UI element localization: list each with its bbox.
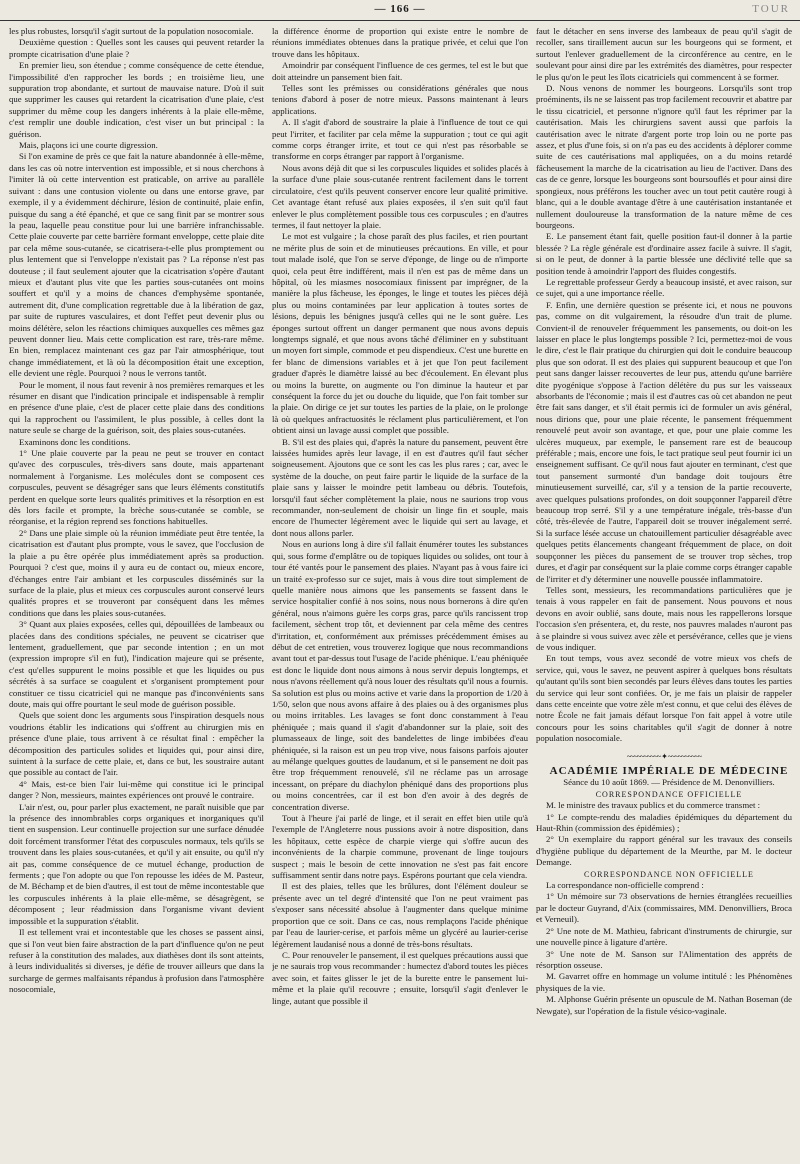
nonofficial-correspondence [536,880,792,1017]
paragraph: 2° Une note de M. Mathieu, fabricant d'instruments de chirurgie, sur une nouvelle pince à ligature d'artère. [536,925,792,948]
paragraph: Tout à l'heure j'ai parlé de linge, et il serait en effet bien utile qu'à l'exemple de l'Angleterre nous pussions avoir à notre disposition, dans les hôpitaux, cette espèce de charpie vierge qui s'offre aucun des inconvénients de la charpie commune, provenant de linge toujours suspect ; mais le besoin de cette innovation ne s'est pas fait encore suffisamment sentir dans notre pays. Espérons pourtant que cela viendra. [272,813,528,881]
paragraph: les plus robustes, lorsqu'il s'agit surtout de la population nosocomiale. [9,26,254,36]
paragraph: Le regrettable professeur Gerdy a beaucoup insisté, et avec raison, sur ce sujet, qui a une importance réelle. [536,276,792,299]
paragraph: Si l'on examine de près ce que fait la nature abandonnée à elle-même, dans les cas où notre intervention est impossible, et si nous cherchons à l'imiter là où cette intervention est praticable, on arrive au parallèle suivant : dans une contusion violente ou dans une entorse grave, par exemple, il y a évidemment déchirure, lésion de continuité, plaie enfin, puisque du sang a été épanché, et que ce sang finit par se montrer sous la peau, laquelle peau constitue pour lui une barrière infranchissable. Cette plaie couverte par cette barrière formant enveloppe, cette plaie dite par cela même sous-cutanée, se cicatrisera-t-elle plus promptement ou plus lentement que si l'enveloppe n'existait pas ? La réponse n'est pas douteuse ; il faut seulement ajouter que la cicatrisation s'opère d'autant mieux et d'autant plus vite que les parties sous-cutanées ont moins souffert et qu'il y a moins de chances d'emphysème spontanée, autrement dit, d'une complication regrettable due à la libération de gaz, par suite de ruptures vasculaires, et dont l'effet peut devenir plus ou moins délétère, selon les réactions chimiques auxquelles ces mêmes gaz peuvent donner lieu. Mais cette complication est rare, très-rare même. En bien, remplacez maintenant ces gaz par l'air atmosphérique, tout change immédiatement, et là où la décomposition était une exception, elle devient une règle. Pourquoi ? nous le verrons tantôt. [9,151,264,379]
paragraph: Amoindrir par conséquent l'influence de ces germes, tel est le but que doit atteindre un pansement bien fait. [272,60,528,82]
ornamental-divider: ~~~~~~~~~~ ✦ ~~~~~~~~~~ [626,751,702,761]
paragraph: D. Nous venons de nommer les bourgeons. Lorsqu'ils sont trop proéminents, ils ne se laissent pas trop facilement recouvrir et abattre par le tissu cicatriciel, et personne n'ignore qu'il faut les réprimer par la cautérisation. Mais les chirurgiens savent aussi que parfois la cautérisation avec le nitrate d'argent porte trop loin ou ne porte pas assez, et plus d'une fois, si on n'a pas eu des accidents à déplorer comme suite de ces cautérisations mal appliquées, on a du moins retardé fâcheusement la marche de la cicatrisation au lieu de l'activer. Dans des cas de ce genre, lorsque les bourgeons sont boursouflés et pour ainsi dire spongieux, nous préférons les toucher avec un tout petit cautère rougi à blanc, qui a le double avantage d'être à une cautérisation instantanée et nullement douloureuse la transformation de la nature même de ces bourgeons. [536,83,792,230]
official-correspondence-heading: CORRESPONDANCE OFFICIELLE [595,789,743,799]
paragraph: 1° Un mémoire sur 73 observations de hernies étranglées recueillies par le docteur Guyrand, d'Aix (commissaires, MM. Denonvilliers, Broca et Verneuil). [536,891,792,925]
paragraph: 4° Mais, est-ce bien l'air lui-même qui constitue ici le principal danger ? Non, messieurs, maintes expériences ont prouvé le contraire. [9,778,264,801]
column-right [536,26,792,1156]
academy-title: ACADÉMIE IMPÉRIALE DE MÉDECINE [549,765,789,777]
paragraph: C. Pour renouveler le pansement, il est quelques précautions aussi que je ne saurais trop vous recommander : humectez d'abord toutes les pièces avec soin, et faites glisser le jet de la burette entre le pansement lui-même et la plaie qu'il recouvre ; ensuite, lorsqu'il s'agit d'enlever le linge, autant que possible il [272,949,528,1006]
paragraph: Le mot est vulgaire ; la chose paraît des plus faciles, et rien pourtant ne mérite plus de soin et de minutieuses précautions. En ville, et pour tout malade isolé, que l'on se serve d'éponge, de linge ou de n'importe quoi, cela peut être indifférent, mais il n'en est pas de même dans un hôpital, où les miasmes nosocomiaux finissent par imprégner, de la manière la plus fâcheuse, les éponges, le linge et toutes les pièces déjà plus ou moins contaminées par leur application à toutes sortes de lésions, depuis les bénignes jusqu'à celles qui ne le sont guère. Les éponges surtout offrent un danger permanent que nous avons depuis longtemps signalé, et que nous avons tâché d'éliminer en y substituant un moyen fort simple, commode et peu dispendieux. C'est une burette en fer blanc de dimensions variables et à jet que l'on peut facilement graduer d'après le diamètre laissé au bec d'écoulement. En élevant plus ou moins la burette, on augmente ou l'on diminue la hauteur et par conséquent la force du jet ou douche du liquide, que l'on fait tomber sur la plaie. On dirige ce jet sur toutes les parties de la plaie, on le prolonge là où quelques anfractuosités le réclament plus particulièrement, et l'on obtient ainsi un lavage aussi complet que possible. [272,231,528,436]
paragraph: L'air n'est, ou, pour parler plus exactement, ne paraît nuisible que par la présence des innombrables corps organiques et inorganiques qu'il tient en suspension. Leur continuelle projection sur une surface dénudée doit forcément transformer l'état des corpuscules normaux, tels qu'ils se trouvent dans les plaies sous-cutanées, et qu'il y ait ensuite, ou qu'il n'y ait pas, comme conséquence de ce mutuel échange, production de ferments ; que l'on adopte ou que l'on repousse les idées de M. Pasteur, de M. Béchamp et de bien d'autres, il est tout de même incontestable que les corpuscules inhérents à la plaie elle-même, se désagrègent, se décomposent ; leur réadmission dans l'organisme vivant devient impossible et la suppuration s'établit. [9,801,264,926]
academy-session: Séance du 10 août 1869. — Présidence de M. Denonvilliers. [563,777,775,788]
academy-section [536,751,792,1017]
paragraph: Examinons donc les conditions. [19,436,131,447]
paragraph: Il est tellement vrai et incontestable que les choses se passent ainsi, que si l'on veut bien faire abstraction de la part d'influence qu'on ne peut refuser à la constitution des malades, aux diathèses dont ils sont atteints, à leurs individualités si diverses, je défie de trouver ailleurs que dans la surcharge de germes malfaisants répandus à profusion dans l'atmosphère nosocomiale, [9,927,264,995]
paragraph: 2° Dans une plaie simple où la réunion immédiate peut être tentée, la cicatrisation est d'autant plus prompte, vous le savez, que l'occlusion de la plaie a pu être opérée plus immédiatement après sa production. Pourquoi ? c'est que, moins il y aura eu de contact ou, mieux encore, d'échanges entre l'air ambiant et les corpuscules disséminés sur la surface de la plaie, plus et mieux ces corpuscules auront conservé leurs qualités propres et se trouveront par conséquent dans les mêmes conditions que dans les plaies sous-cutanées. [9,527,264,618]
paragraph: Nous avons déjà dit que si les corpuscules liquides et solides placés à la surface d'une plaie sous-cutanée rentrent facilement dans le torrent circulatoire, c'est qu'ils peuvent conserver encore leur qualité primitive. Cet avantage étant refusé aux plaies exposées, il s'en suit qu'il faut enlever le plus complètement possible tous ces corpuscules ; en d'autres termes, il faut nettoyer la plaie. [272,162,528,230]
paragraph: M. Alphonse Guérin présente un opuscule de M. Nathan Boseman (de Newgate), sur l'opération de la fistule vésico-vaginale. [536,994,792,1016]
column-right-body [536,26,792,745]
paragraph: Mais, plaçons ici une courte digression. [19,140,158,151]
paragraph: M. Gavarret offre en hommage un volume intitulé : les Phénomènes physiques de la vie. [536,971,792,993]
paragraph: Telles sont les prémisses ou considérations générales que nous tenions d'abord à poser de notre mieux. Passons maintenant à leurs applications. [272,83,528,116]
paragraph: Quels que soient donc les arguments sous l'inspiration desquels nous voudrions établir les indications qui s'offrent au chirurgien mis en présence d'une plaie, tous arrivent à ce résultat final : empêcher la décomposition des particules solides et liquides qui, pour ainsi dire, suintent à la surface de cette plaie, et, dans ce but, les soustraire autant que possible au contact de l'air. [9,710,264,778]
paragraph: 3° Une note de M. Sanson sur l'Alimentation des appréts de résorption osseuse. [536,948,792,970]
running-head: TOUR [752,3,790,15]
official-correspondence [536,800,792,868]
page-header [0,0,800,21]
paragraph: A. Il s'agit d'abord de soustraire la plaie à l'influence de tout ce qui peut l'irriter, et faciliter par cela même la suppuration ; tout ce qui agit comme corps étranger irrite, et tout ce qui n'est pas résorbable se transforme en corps étranger par rapport à l'organisme. [272,117,528,162]
paragraph: 1° Le compte-rendu des maladies épidémiques du département du Haut-Rhin (commission des épidémies) ; [536,811,792,834]
paragraph: En premier lieu, son étendue ; comme conséquence de cette étendue, l'impossibilité d'en rapprocher les bords ; en troisième lieu, une suppuration trop abondante, et surtout de mauvaise nature. D'où il suit que supprimer les causes qui retardent la cicatrisation d'une plaie, c'est supprimer du même coup les dangers inhérents à la plaie elle-même, c'est remplir une double indication, c'est viser un but principal : la guérison. [9,60,264,139]
paragraph: F. Enfin, une dernière question se présente ici, et nous ne pouvons pas, comme on dit vulgairement, la résoudre d'un trait de plume. Convient-il de renouveler fréquemment les pansements, ou doit-on les laisser en place le plus longtemps possible ? Ici, permettez-moi de vous le dire, c'est le flair pratique du chirurgien qui doit le conduire beaucoup plus que son odorat. Il est des plaies qui suppurent beaucoup et que l'on peut sans danger laisser recouvertes de leur pus, attendu qu'une barrière dite pyogénique s'oppose à l'action délétère du pus sur les vaisseaux absorbants de l'économie ; mais il est d'autres cas où cet abandon ne peut être fait sans danger, et s'il était permis ici de formuler un avis général, nous dirions que, pour une plaie récente, le pansement fréquemment renouvelé peut avoir son avantage, et que, pour une plaie comme les ulcères muqueux, par exemple, le pansement rare est de beaucoup préférable ; mais, encore une fois, le tact pratique seul peut fournir ici un enseignement suffisant. Ce qu'il nous faut ajouter en terminant, c'est que tout pansement surmonté d'un bandage doit toujours être minutieusement surveillé, car, s'il y a tension de la partie recouverte, avec quelques pulsations profondes, on doit soupçonner l'appareil d'être beaucoup trop serré. S'il y a une température inégale, très-basse d'un côté, très-élevée de l'autre, l'appareil doit se trouver inégalement serré. Si la surface lésée accuse un chatouillement particulier désagréable avec quelques petits élancements changeant fréquemment de place, on doit soupçonner les pièces du pansement de se trouver trop sèches, trop dures, et d'agir par conséquent sur la plaie comme corps étranger capable de l'irriter et d'y déterminer une nouvelle poussée inflammatoire. [536,299,792,584]
paragraph: la différence énorme de proportion qui existe entre le nombre de réunions immédiates obtenues dans la pratique privée, et celui que l'on trouve dans les hôpitaux. [272,26,528,59]
paragraph: En tout temps, vous avez secondé de votre mieux vos chefs de service, qui, vous le savez, ne peuvent aspirer à quelques bons résultats qu'autant qu'ils sont bien secondés par leurs élèves dans toutes les parties du service qui leur sont confiées. Or, je me fais un plaisir de rappeler dans cette enceinte que votre zèle m'est connu, et que celui des élèves de notre École ne fait jamais défaut lorsque l'on fait appel à votre utile concours pour les soins charitables qu'il s'agit de donner à notre population nosocomiale. [536,653,792,744]
paragraph: faut le détacher en sens inverse des lambeaux de peau qu'il s'agit de recoller, sans tiraillement aucun sur les bourgeons qui se forment, et surtout l'enlever graduellement de la circonférence au centre, en le soulevant pour ainsi dire par les extrémités des diamètres, pour respecter le plus qu'on le peut les îlots cicatriciels qui commencent à se former. [536,26,792,82]
paragraph: Telles sont, messieurs, les recommandations particulières que je tenais à vous rappeler en fait de pansement. Nous pouvons et nous devons en avoir oublié, sans doute, mais nous les rappellerons lorsque l'occasion s'en présentera, et, du reste, nos pauvres malades n'auront pas à se plaindre si vous suivez avec zèle et persévérance, celles que je viens de vous indiquer. [536,584,792,652]
paragraph: Nous en aurions long à dire s'il fallait énumérer toutes les substances qui, sous forme d'emplâtre ou de topiques liquides ou solides, ont tour à tour été vantés pour le pansement des plaies. N'ayant pas à vous faire ici un traité ex-professo sur ce sujet, mais à vous dire tout simplement de quelle manière nous aimons que les pansements se fassent dans le service hospitalier confié à nos soins, nous nous bornerons à dire qu'en général, nous n'aimons guère les corps gras, parce qu'ils rancissent trop facilement, sèchent trop tôt, et deviennent par cela même des centres d'irritation, et, conformément aux prémisses précédemment émises au début de cet entretien, vous trouverez logique que nous recommandions avant tout et par-dessus tout l'usage de l'acide phénique. L'eau phéniquée est donc le liquide dont nous aimons à nous servir depuis longtemps, et nous n'avons réellement qu'à nous louer des résultats qu'il nous a fournis. Sa solution est plus ou moins active et varie dans la proportion de 1/20 à 1/50, selon que nous avons affaire à des plaies ou à des organismes plus ou moins irritables. Les lavages se font donc constamment à l'eau phéniquée ; mais quand il s'agit d'abandonner sur la plaie, soit des plumasseaux de linge, soit des bandelettes de linge imbibées d'eau phéniquée, si la raison est un peu trop vive, nous faisons parfois ajouter au mélange quelques gouttes de laudanum, et si le pansement ne doit pas être trop fréquemment renouvelé, s'il ne réclame pas un arrosage incessant, on prépare du diachylon phéniqué dans des proportions plus ou moins concentrées, car il est bon d'en avoir à des degrés de concentration diverse. [272,539,528,812]
paragraph: E. Le pansement étant fait, quelle position faut-il donner à la partie blessée ? La règle générale est d'ordinaire assez facile à suivre. Il s'agit, si on le peut, de donner à la partie blessée une déclivité telle que sa position tende à amoindrir l'apport des fluides congestifs. [536,231,792,276]
paragraph: Il est des plaies, telles que les brûlures, dont l'élément douleur se présente avec un tel degré d'intensité que l'on ne peut vraiment pas s'exposer sans nécessité absolue à l'augmenter dans quelque minime proportion que ce soit. Dans ce cas, nous remplaçons l'acide phénique par l'eau de laurier-cerise, et parfois même un glycéré au laurier-cerise légèrement laudanisé nous a donné de très-bons résultats. [272,881,528,949]
paragraph: M. le ministre des travaux publics et du commerce transmet : [546,800,761,811]
paragraph: 1° Une plaie couverte par la peau ne peut se trouver en contact qu'avec des corpuscules, très-divers sans doute, mais appartenant normalement à l'organisme. Les molécules dont se composent ces corpuscules, peuvent se désagréger sans que leurs éléments constitutifs perdent en quelque sorte leurs qualités primitives et la résorption en est dès lors facile et prompte, la brèche sous-cutanée se comble, se réorganise, et la région reprend ses fonctions habituelles. [9,448,264,527]
paragraph: 3° Quant aux plaies exposées, celles qui, dépouillées de lambeaux ou placées dans des conditions spéciales, ne peuvent se cicatriser que lentement, graduellement, que par seconde intention ; en un mot (expression impropre s'il en fut), l'indication majeure qui se présente, c'est qu'elles suppurent le moins possible et que les liquides ou pus sécrétés à sa surface se coagulent et s'organisent promptement pour constituer ce tissu cicatriciel qui ne manque pas d'inconvénients sans doute, mais qui offre pourtant le seul mode de guérison possible. [9,619,264,709]
paragraph: La correspondance non-officielle comprend : [546,880,704,891]
nonofficial-correspondence-heading: CORRESPONDANCE NON OFFICIELLE [584,869,754,879]
paragraph: Deuxième question : Quelles sont les causes qui peuvent retarder la prompte cicatrisation d'une plaie ? [9,37,264,59]
paragraph: 2° Un exemplaire du rapport général sur les travaux des conseils d'hygiène publique du département de la Meurthe, par M. le docteur Demange. [536,834,792,868]
page-number: — 166 — [374,3,426,15]
column-middle [272,26,528,1156]
column-left [9,26,264,1156]
paragraph: Pour le moment, il nous faut revenir à nos premières remarques et les résumer en disant que l'indication principale et indispensable à remplir en présence d'une plaie, c'est de placer cette plaie dans des conditions qui la rapprochent ou l'assimilent, le plus possible, à celles dont la nature seule se charge de la guérison, soit, des plaies sous-cutanées. [9,379,264,436]
paragraph: B. S'il est des plaies qui, d'après la nature du pansement, peuvent être laissées humides après leur lavage, il en est d'autres qu'il faut sécher soigneusement. Ajoutons que ce sont les cas les plus rares ; car, avec le système de la douche, on peut faire partir le liquide de la surface de la plaie sans y laisser le moindre petit lambeau ou débris. Toutefois, lorsqu'il faut sécher complètement la plaie, nous ne saurions trop vous recommander, non-seulement de choisir un linge fin et souple, mais encore de l'humecter légèrement avec le liquide qui sert au lavage, et dont nous allons parler. [272,436,528,538]
